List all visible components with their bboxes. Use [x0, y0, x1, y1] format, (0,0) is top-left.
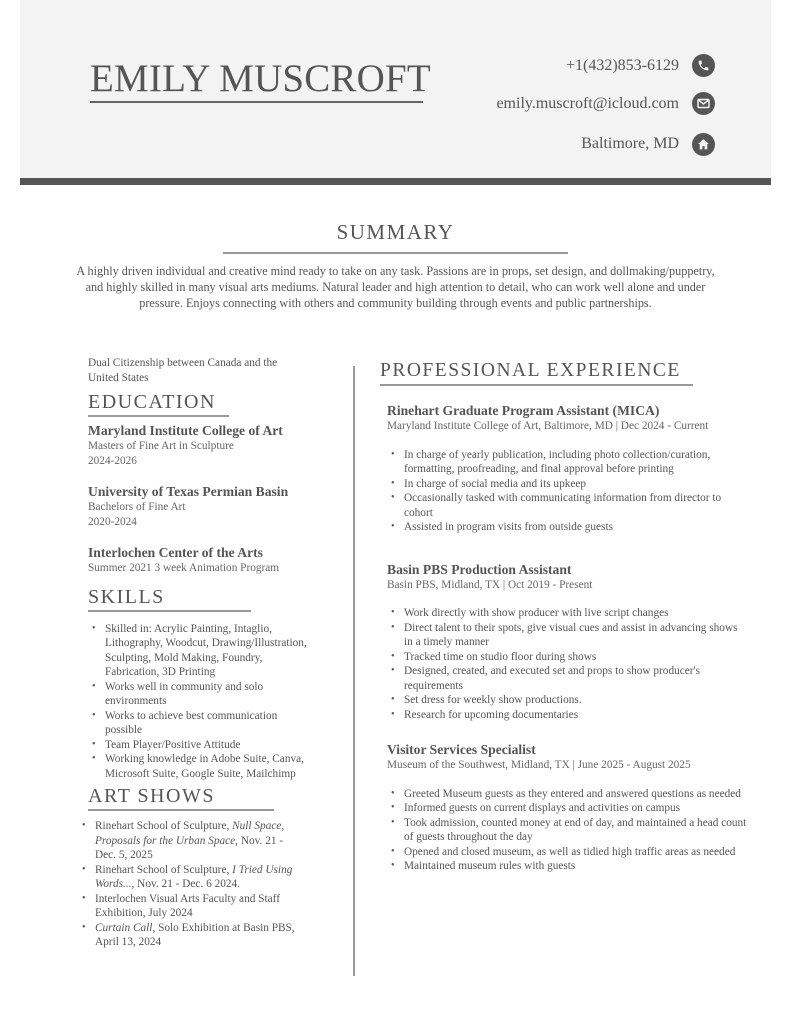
skills-underline: [88, 610, 251, 612]
job-title: Basin PBS Production Assistant: [387, 561, 572, 577]
education-item: [88, 422, 308, 468]
skills-list: [88, 622, 308, 782]
education-item: [88, 483, 308, 529]
right-column: [380, 358, 747, 874]
contact-location: Baltimore, MD: [581, 135, 679, 152]
skill-item: • Works well in community and solo environments: [88, 680, 308, 709]
job-title: Rinehart Graduate Program Assistant (MICA): [387, 403, 660, 418]
skills-heading: SKILLS: [88, 585, 165, 608]
job-bullet: • Maintained museum rules with guests: [387, 859, 747, 874]
job-bullet: • Direct talent to their spots, give visual cues and assist in advancing shows in a timely manner: [387, 621, 747, 650]
education-degree: Summer 2021 3 week Animation Program: [88, 562, 280, 574]
experience-heading: PROFESSIONAL EXPERIENCE: [380, 360, 681, 381]
job-bullet: • Set dress for weekly show productions.: [387, 693, 747, 708]
summary-text: A highly driven individual and creative mind ready to take on any task. Passions are in props, set design, and dollmaking/puppetry, and highly skilled in many visual arts mediums. Natural leader and high attention to detail, who can work well alone and under pressure. Enjoys connecting with others and community building through events and public partnerships.: [76, 264, 715, 310]
education-degree: Bachelors of Fine Art: [88, 501, 186, 513]
education-heading: EDUCATION: [88, 391, 216, 413]
show-title: Curtain Call: [95, 921, 153, 934]
column-divider: [353, 366, 355, 976]
job-entry: [387, 741, 747, 874]
education-school: Maryland Institute College of Art: [88, 423, 283, 438]
phone-icon: [692, 54, 715, 77]
job-meta: Maryland Institute College of Art, Baltimore, MD | Dec 2024 - Current: [387, 420, 709, 432]
job-bullet: • In charge of yearly publication, including photo collection/curation, formatting, proofreading, and final approval before printing: [387, 448, 747, 477]
skill-item: • Working knowledge in Adobe Suite, Canva, Microsoft Suite, Google Suite, Mailchimp: [88, 752, 308, 781]
art-show-item: • Curtain Call, Solo Exhibition at Basin PBS, April 13, 2024: [78, 921, 303, 950]
education-school: University of Texas Permian Basin: [88, 484, 289, 499]
show-title: I Tried Using Words...: [95, 863, 293, 890]
education-years: 2024-2026: [88, 454, 137, 467]
job-bullet: • Assisted in program visits from outside guests: [387, 520, 747, 535]
art-shows-underline: [88, 809, 274, 811]
mail-icon: [692, 92, 715, 115]
education-degree: Masters of Fine Art in Sculpture: [88, 440, 234, 452]
skill-item: • Works to achieve best communication possible: [88, 709, 308, 738]
job-bullet: • Research for upcoming documentaries: [387, 708, 747, 723]
show-title: Null Space, Proposals for the Urban Space: [95, 820, 285, 847]
job-bullet: • Greeted Museum guests as they entered and answered questions as needed: [387, 787, 747, 802]
job-bullet: • Designed, created, and executed set and props to show producer's requirements: [387, 664, 747, 693]
job-entry: [387, 561, 747, 723]
job-bullet: • Took admission, counted money at end of day, and maintained a head count of guests throughout the day: [387, 816, 747, 845]
job-bullets: [387, 448, 747, 535]
job-meta: Basin PBS, Midland, TX | Oct 2019 - Present: [387, 578, 593, 591]
job-bullet: • Occasionally tasked with communicating information from director to cohort: [387, 491, 747, 520]
job-bullet: • Informed guests on current displays and activities on campus: [387, 801, 747, 816]
summary-underline: [223, 252, 568, 254]
job-entry: [387, 402, 747, 535]
home-icon: [692, 133, 715, 156]
job-bullets: [387, 787, 747, 874]
education-underline: [88, 415, 229, 417]
summary-heading: SUMMARY: [336, 220, 455, 244]
contact-phone: +1(432)853-6129: [565, 57, 679, 74]
education-item: [88, 544, 308, 576]
art-show-item: • Interlochen Visual Arts Faculty and Staff Exhibition, July 2024: [78, 892, 303, 921]
name-underline: [90, 101, 423, 103]
job-meta: Museum of the Southwest, Midland, TX | June 2025 - August 2025: [387, 759, 691, 771]
education-years: 2020-2024: [88, 515, 137, 528]
left-column: [88, 356, 308, 950]
job-title: Visitor Services Specialist: [387, 742, 536, 757]
experience-underline: [380, 384, 693, 386]
candidate-name: EMILY MUSCROFT: [90, 57, 431, 100]
art-show-item: • Rinehart School of Sculpture, I Tried Using Words..., Nov. 21 - Dec. 6 2024.: [78, 863, 303, 892]
skill-item: • Team Player/Positive Attitude: [88, 738, 308, 753]
job-bullet: • Tracked time on studio floor during shows: [387, 650, 747, 665]
contact-email[interactable]: emily.muscroft@icloud.com: [496, 95, 679, 112]
job-bullet: • Work directly with show producer with live script changes: [387, 606, 747, 621]
job-bullet: • In charge of social media and its upkeep: [387, 477, 747, 492]
job-bullet: • Opened and closed museum, as well as tidied high traffic areas as needed: [387, 845, 747, 860]
art-show-item: • Rinehart School of Sculpture, Null Space, Proposals for the Urban Space, Nov. 21 - Dec. 5, 2025: [78, 819, 303, 863]
citizenship-note: Dual Citizenship between Canada and the United States: [88, 357, 278, 384]
header-divider-bar: [20, 178, 771, 185]
art-shows-heading: ART SHOWS: [88, 785, 215, 807]
art-shows-list: [78, 819, 303, 950]
skill-item: • Skilled in: Acrylic Painting, Intaglio, Lithography, Woodcut, Drawing/Illustration, Sculpting, Mold Making, Foundry, Fabrication, 3D Printing: [88, 622, 308, 680]
job-bullets: [387, 606, 747, 722]
education-school: Interlochen Center of the Arts: [88, 545, 263, 560]
